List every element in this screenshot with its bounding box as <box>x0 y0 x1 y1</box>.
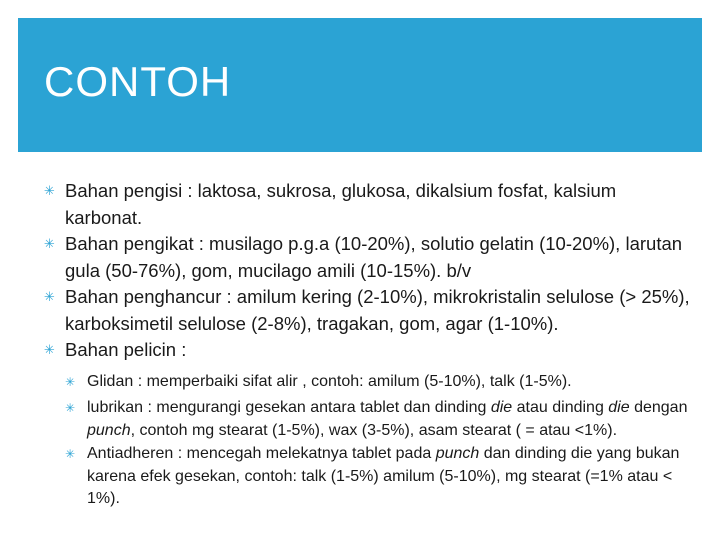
title-banner <box>18 18 702 152</box>
sub-list-item-text: Antiadheren : mencegah melekatnya tablet pada punch dan dinding die yang bukan karena efek gesekan, contoh: talk (1-5%) amilum (5-10%), mg stearat (=1% atau < 1%). <box>87 445 680 507</box>
asterisk-bullet-icon: ✳ <box>65 447 76 461</box>
list-item-text: Bahan penghancur : amilum kering (2-10%), mikrokristalin selulose (> 25%), karboksimetil selulose (2-8%), tragakan, gom, agar (1-10%). <box>65 286 690 334</box>
list-item-text: Bahan pelicin : <box>65 339 187 360</box>
list-item-text: Bahan pengisi : laktosa, sukrosa, glukosa, dikalsium fosfat, kalsium karbonat. <box>65 180 617 228</box>
sub-list-item-text: Glidan : memperbaiki sifat alir , contoh: amilum (5-10%), talk (1-5%). <box>87 372 572 390</box>
asterisk-bullet-icon: ✳ <box>44 236 55 251</box>
sub-list-item <box>65 371 694 394</box>
asterisk-bullet-icon: ✳ <box>65 374 76 389</box>
list-item <box>44 231 694 284</box>
slide-title: CONTOH <box>44 58 232 105</box>
asterisk-bullet-icon: ✳ <box>65 401 76 415</box>
asterisk-bullet-icon: ✳ <box>44 183 55 198</box>
list-item-text: Bahan pengikat : musilago p.g.a (10-20%), solutio gelatin (10-20%), larutan gula (50-76%), gom, mucilago amili (10-15%). b/v <box>65 233 683 281</box>
asterisk-bullet-icon: ✳ <box>44 289 55 304</box>
sub-list-item <box>65 397 694 442</box>
slide-content <box>44 178 694 512</box>
list-item <box>44 337 694 511</box>
sub-bullet-list <box>65 371 694 511</box>
list-item <box>44 284 694 337</box>
asterisk-bullet-icon: ✳ <box>44 342 55 357</box>
sub-list-item-text: lubrikan : mengurangi gesekan antara tablet dan dinding die atau dinding die dengan punch, contoh mg stearat (1-5%), wax (3-5%), asam stearat ( = atau <1%). <box>87 399 688 439</box>
list-item <box>44 178 694 231</box>
sub-list-item <box>65 443 694 511</box>
bullet-list <box>44 178 694 511</box>
